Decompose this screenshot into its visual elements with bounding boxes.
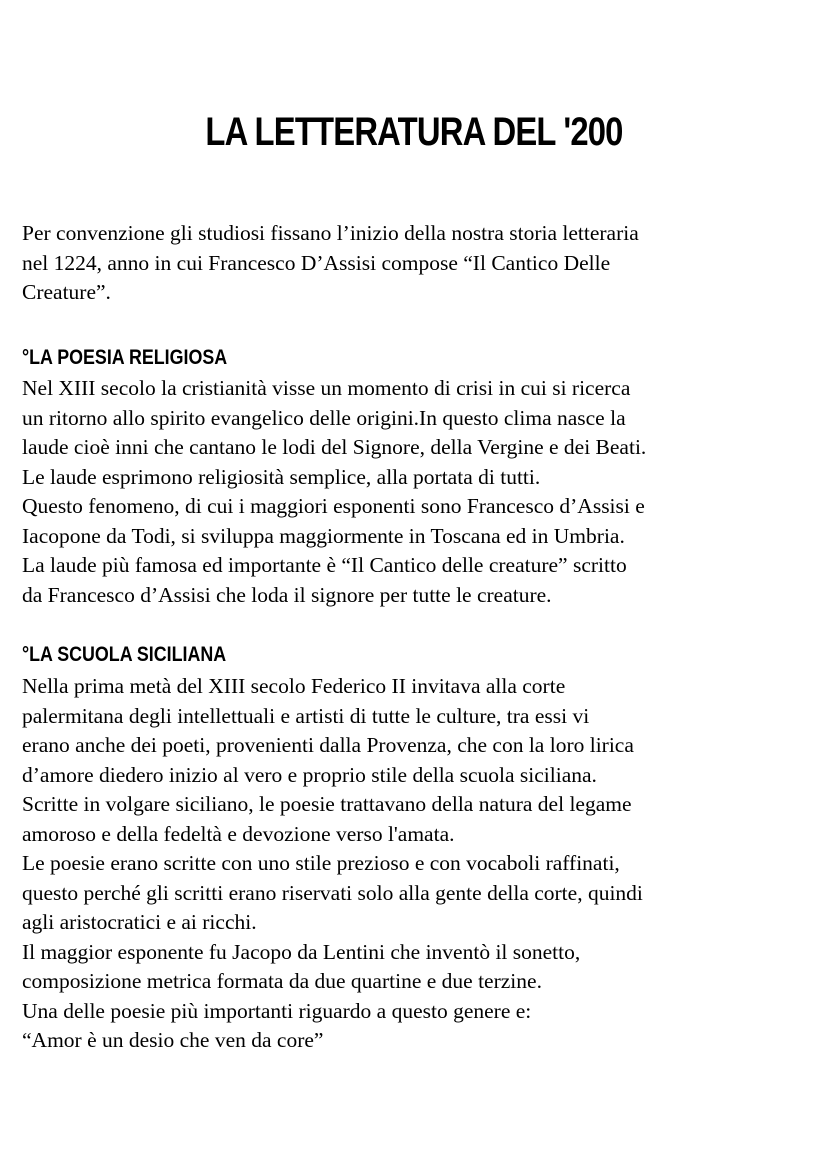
paragraph-line: da Francesco d’Assisi che loda il signore per tutte le creature. bbox=[22, 582, 552, 607]
paragraph-line: Iacopone da Todi, si sviluppa maggiormente in Toscana ed in Umbria. bbox=[22, 523, 625, 548]
paragraph-line: Le laude esprimono religiosità semplice, alla portata di tutti. bbox=[22, 464, 541, 489]
intro-line: Per convenzione gli studiosi fissano l’inizio della nostra storia letteraria bbox=[22, 221, 639, 245]
paragraph-line: Una delle poesie più importanti riguardo a questo genere e: bbox=[22, 998, 532, 1023]
paragraph-line: Questo fenomeno, di cui i maggiori esponenti sono Francesco d’Assisi e bbox=[22, 494, 645, 518]
paragraph-line: Scritte in volgare siciliano, le poesie trattavano della natura del legame bbox=[22, 792, 632, 816]
intro-paragraph bbox=[22, 219, 812, 308]
section-heading-scuola-siciliana: °LA SCUOLA SICILIANA bbox=[22, 643, 227, 666]
paragraph-line: un ritorno allo spirito evangelico delle origini.In questo clima nasce la bbox=[22, 405, 626, 430]
paragraph-line: laude cioè inni che cantano le lodi del Signore, della Vergine e dei Beati. bbox=[22, 435, 647, 459]
section-heading-poesia-religiosa: °LA POESIA RELIGIOSA bbox=[22, 346, 228, 369]
paragraph-line: erano anche dei poeti, provenienti dalla Provenza, che con la loro lirica bbox=[22, 733, 634, 757]
paragraph-line: Le poesie erano scritte con uno stile prezioso e con vocaboli raffinati, bbox=[22, 851, 620, 875]
paragraph-line: questo perché gli scritti erano riservati solo alla gente della corte, quindi bbox=[22, 880, 643, 905]
paragraph-line: agli aristocratici e ai ricchi. bbox=[22, 910, 257, 934]
paragraph-line: amoroso e della fedeltà e devozione verso l'amata. bbox=[22, 821, 455, 846]
paragraph-line: composizione metrica formata da due quartine e due terzine. bbox=[22, 969, 542, 993]
section-paragraph-poesia-religiosa bbox=[22, 374, 812, 610]
paragraph-line: d’amore diedero inizio al vero e proprio stile della scuola siciliana. bbox=[22, 762, 597, 787]
paragraph-line: “Amor è un desio che ven da core” bbox=[22, 1028, 324, 1052]
section-paragraph-scuola-siciliana bbox=[22, 672, 812, 1056]
paragraph-line: La laude più famosa ed importante è “Il Cantico delle creature” scritto bbox=[22, 553, 627, 577]
paragraph-line: Il maggior esponente fu Jacopo da Lentini che inventò il sonetto, bbox=[22, 939, 581, 964]
paragraph-line: palermitana degli intellettuali e artisti di tutte le culture, tra essi vi bbox=[22, 703, 590, 728]
paragraph-line: Nel XIII secolo la cristianità visse un momento di crisi in cui si ricerca bbox=[22, 376, 631, 400]
intro-line: nel 1224, anno in cui Francesco D’Assisi compose “Il Cantico Delle bbox=[22, 250, 611, 275]
intro-line: Creature”. bbox=[22, 280, 111, 304]
page-title: LA LETTERATURA DEL '200 bbox=[205, 110, 623, 154]
paragraph-line: Nella prima metà del XIII secolo Federico II invitava alla corte bbox=[22, 674, 566, 698]
